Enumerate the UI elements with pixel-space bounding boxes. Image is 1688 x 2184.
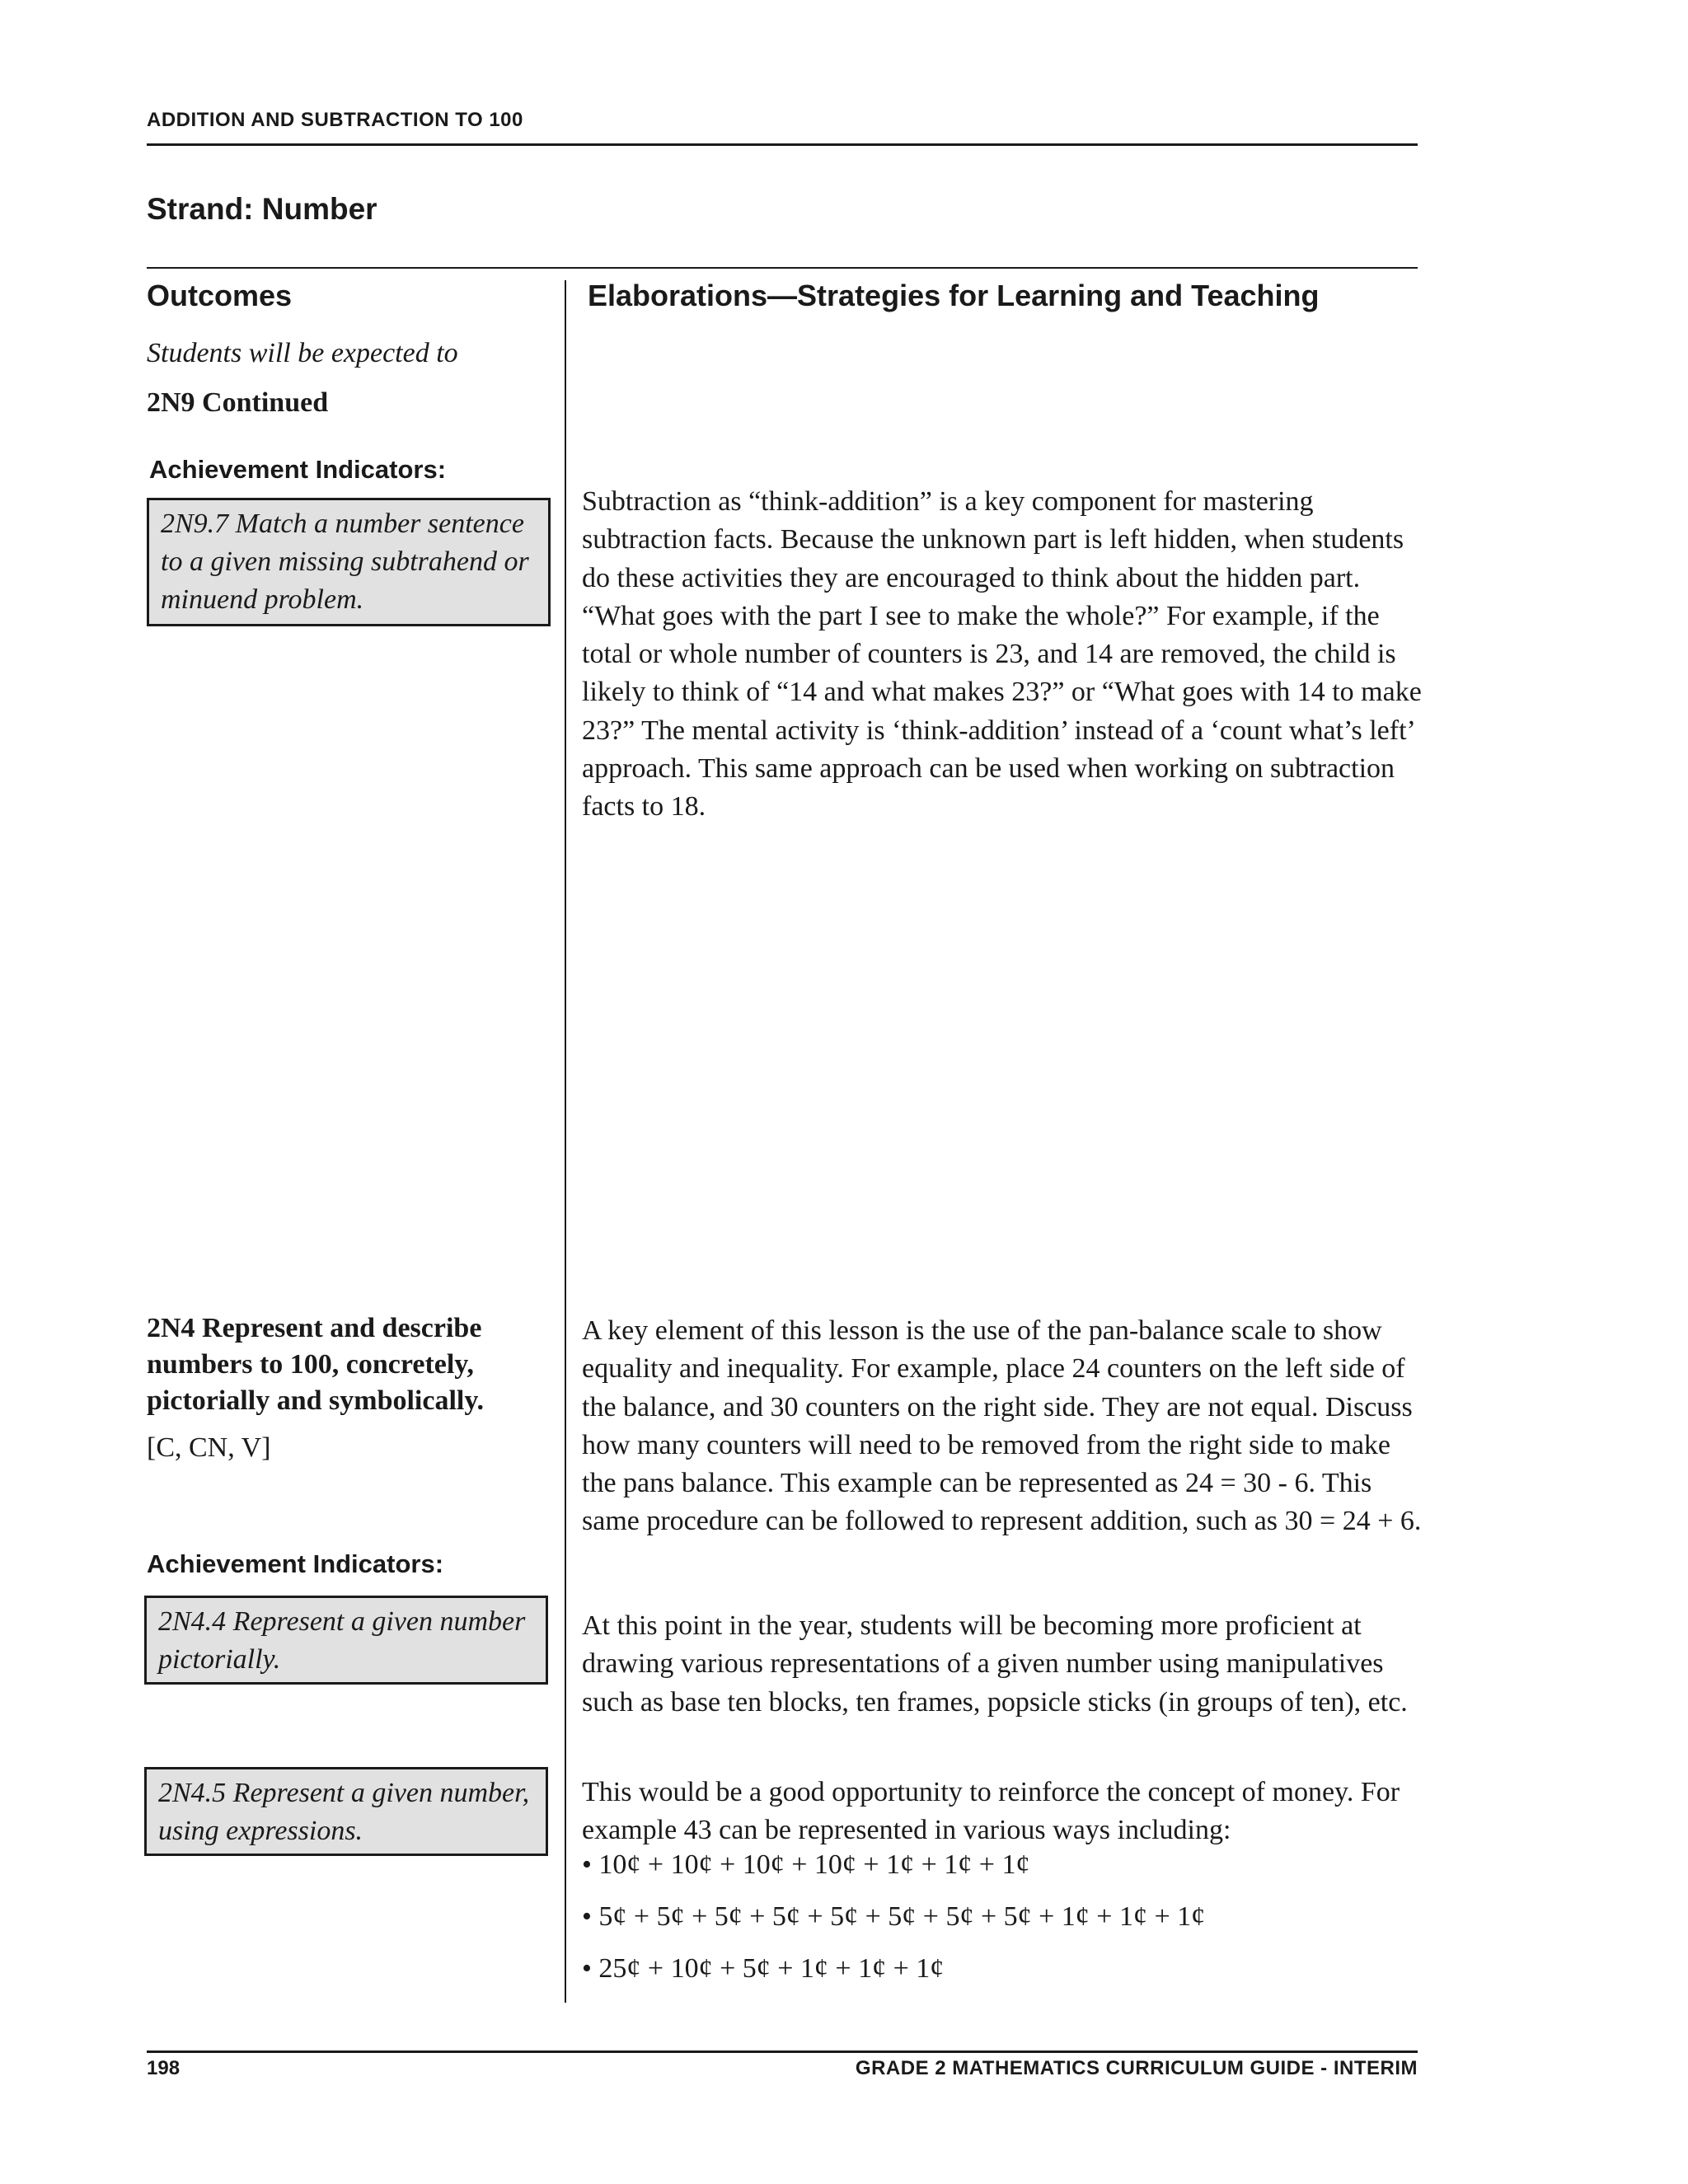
money-example-bullet: • 25¢ + 10¢ + 5¢ + 1¢ + 1¢ + 1¢ (582, 1953, 945, 1984)
outcome-2n4: 2N4 Represent and describe numbers to 100, concretely, pictorially and symbolically. (147, 1313, 484, 1416)
outcomes-lead: Students will be expected to (147, 338, 458, 368)
indicator-2n9-7: 2N9.7 Match a number sentence to a given missing subtrahend or minuend problem. (147, 498, 551, 626)
elaboration-think-addition: Subtraction as “think-addition” is a key component for mastering subtraction facts. Because the unknown part is left hidden, when students do these activities they are encouraged to think about the hidden part. “What goes with the part I see to make the whole?” For example, if the total or whole number of counters is 23, and 14 are removed, the child is likely to think of “14 and what makes 23?” or “What goes with 14 to make 23?” The mental activity is ‘think-addition’ instead of a ‘count what’s left’ approach. This same approach can be used when working on subtraction facts to 18. (582, 486, 1422, 823)
outcome-2n9-continued: 2N9 Continued (147, 387, 329, 418)
header-rule (147, 143, 1418, 146)
footer-rule (147, 2050, 1418, 2053)
running-head: ADDITION AND SUBTRACTION TO 100 (147, 109, 523, 131)
elaboration-money: This would be a good opportunity to reinforce the concept of money. For example 43 can be represented in various ways including: (582, 1777, 1400, 1846)
money-example-bullet: • 10¢ + 10¢ + 10¢ + 10¢ + 1¢ + 1¢ + 1¢ (582, 1849, 1030, 1880)
achievement-indicators-label: Achievement Indicators: (147, 1549, 444, 1578)
achievement-indicators-label: Achievement Indicators: (149, 455, 447, 484)
money-example-bullet: • 5¢ + 5¢ + 5¢ + 5¢ + 5¢ + 5¢ + 5¢ + 5¢ + 1¢ + 1¢ + 1¢ (582, 1901, 1206, 1932)
outcomes-heading: Outcomes (147, 279, 293, 312)
elaborations-heading: Elaborations—Strategies for Learning and Teaching (588, 279, 1320, 312)
elaboration-representations: At this point in the year, students will be becoming more proficient at drawing various representations of a given number using manipulatives such as base ten blocks, ten frames, popsicle sticks (in groups of ten), etc. (582, 1610, 1408, 1718)
column-divider (565, 280, 566, 2003)
indicator-2n4-5: 2N4.5 Represent a given number, using expressions. (144, 1767, 548, 1856)
strand-rule (147, 267, 1418, 269)
indicator-2n4-4: 2N4.4 Represent a given number pictorially. (144, 1596, 548, 1685)
outcome-2n4-processes: [C, CN, V] (147, 1432, 271, 1463)
strand-title: Strand: Number (147, 192, 377, 226)
guide-title: GRADE 2 MATHEMATICS CURRICULUM GUIDE - INTERIM (855, 2057, 1418, 2079)
elaboration-pan-balance: A key element of this lesson is the use of the pan-balance scale to show equality and inequality. For example, place 24 counters on the left side of the balance, and 30 counters on the right side. They are not equal. Discuss how many counters will need to be removed from the right side to make the pans balance. This example can be represented as 24 = 30 - 6. This same procedure can be followed to represent addition, such as 30 = 24 + 6. (582, 1315, 1422, 1537)
page-number: 198 (147, 2057, 181, 2079)
